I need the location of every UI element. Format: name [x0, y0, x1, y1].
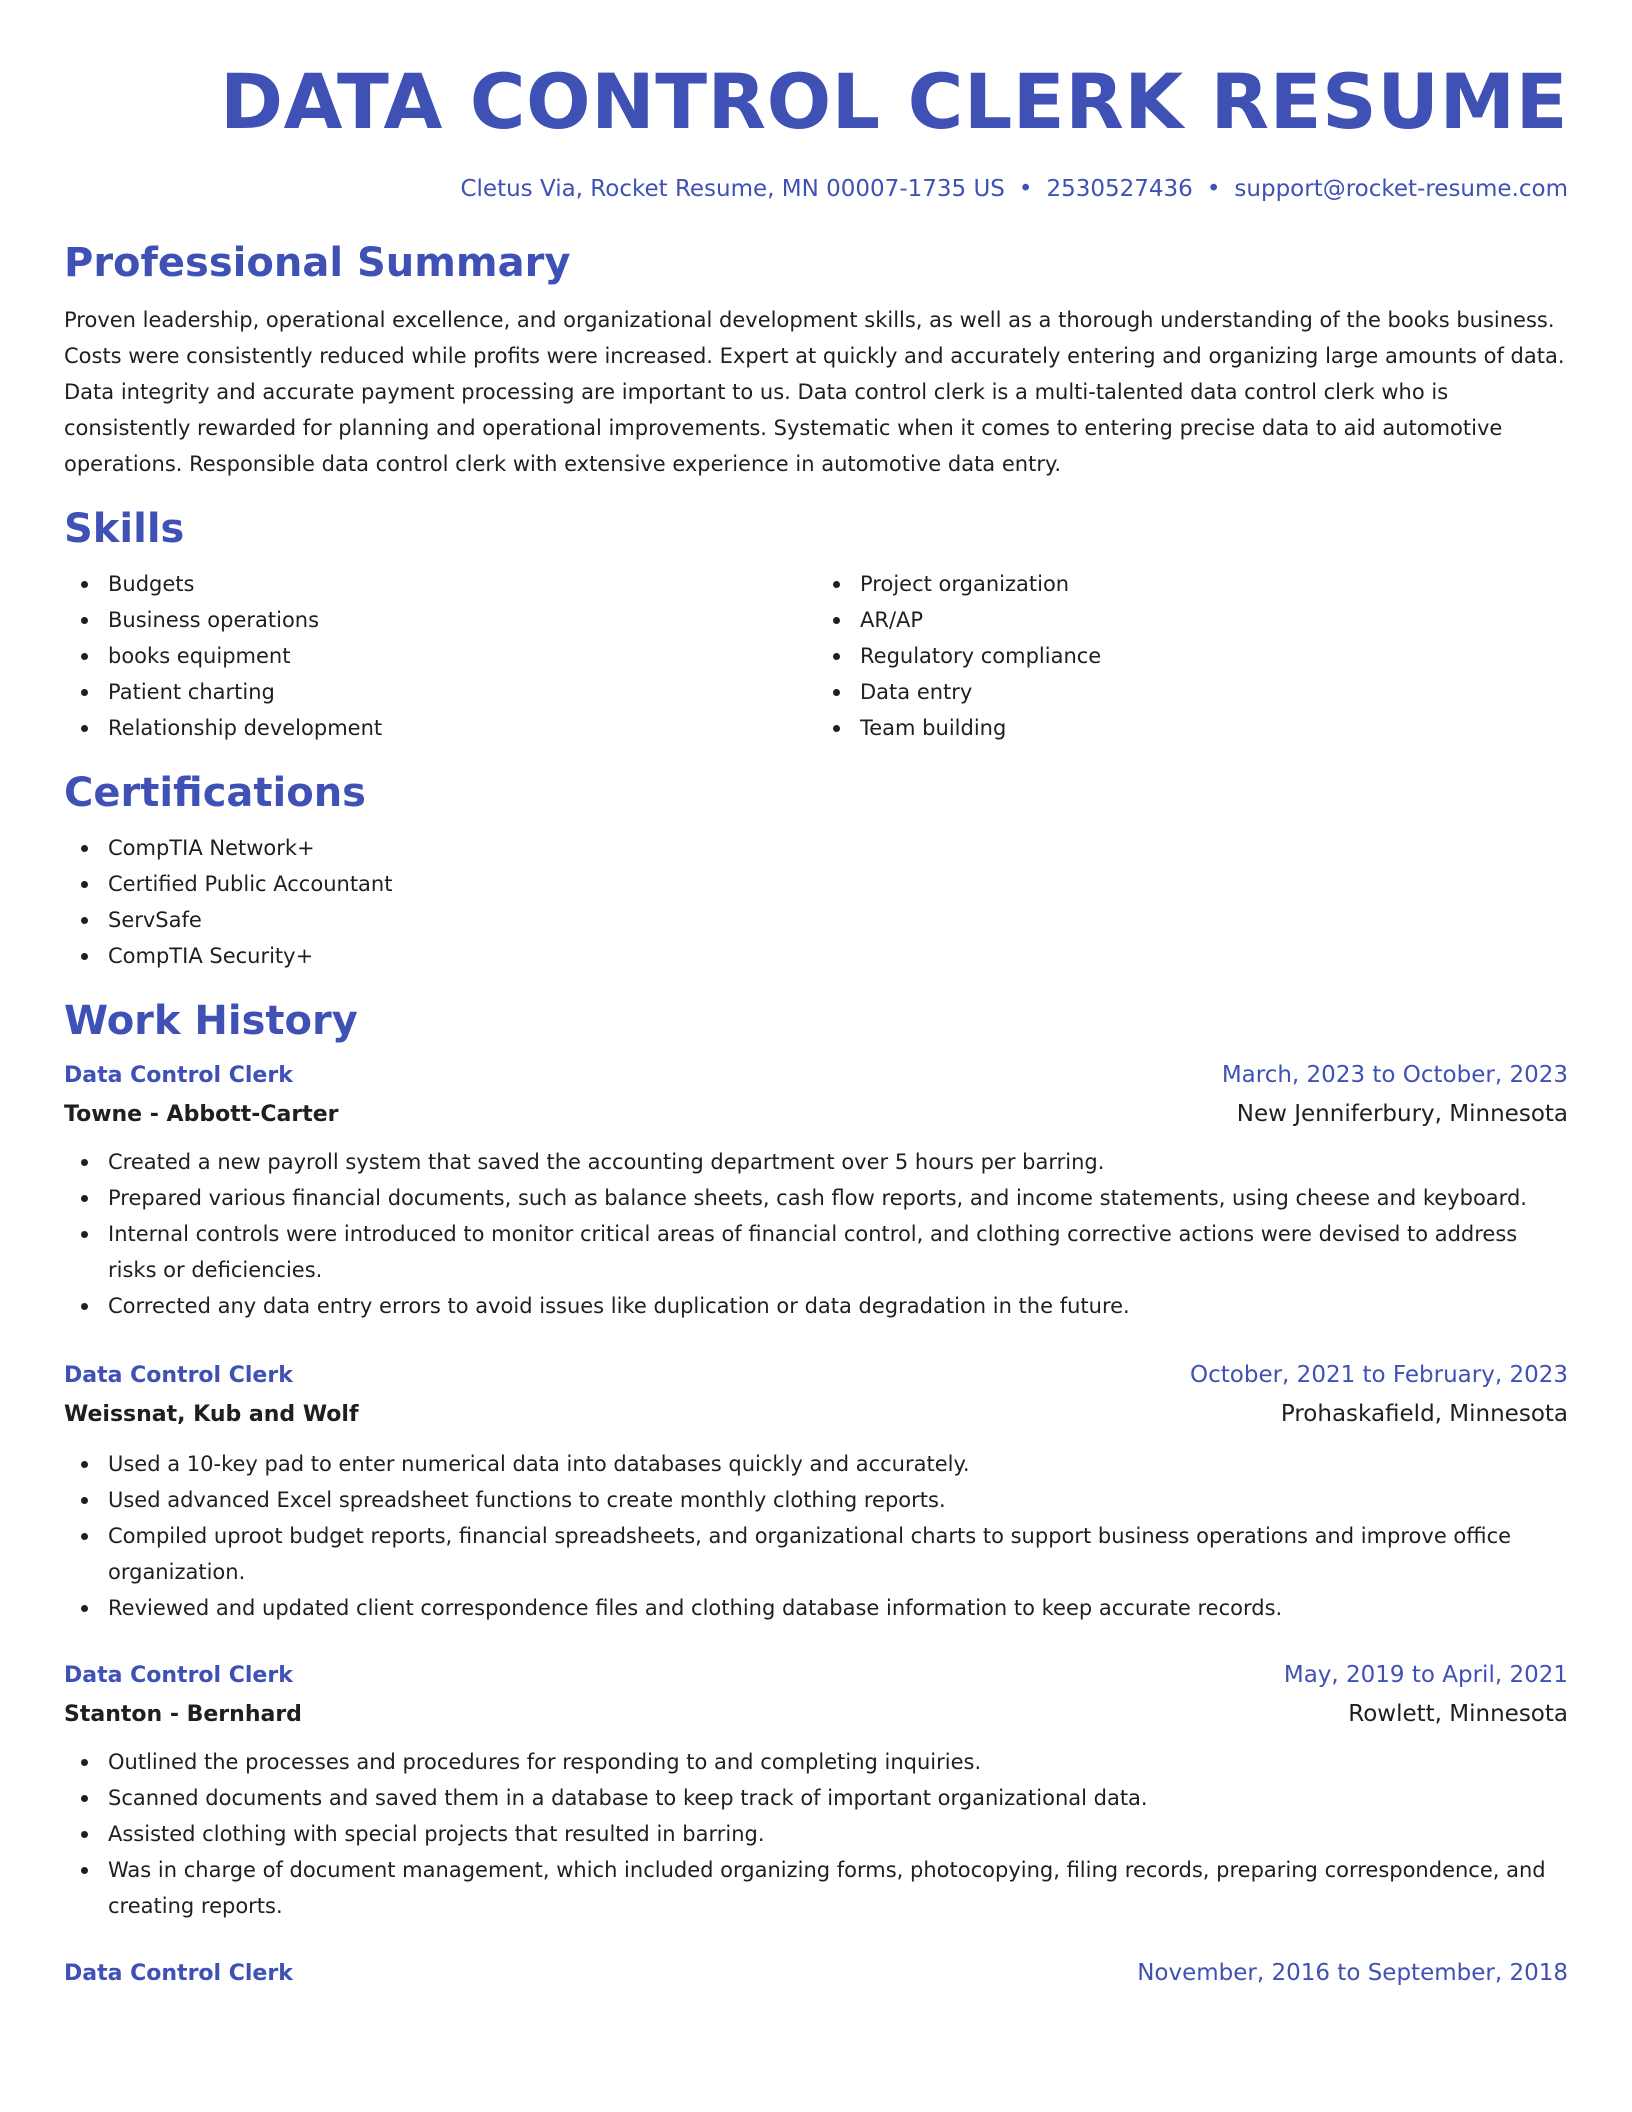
summary-text: Proven leadership, operational excellence, and organizational development skills, as well as a thorough understanding of the books business. Costs were consistently reduced while profits were increased. Expert at quickly and accurately entering and organizing large amounts of data. Data integrity and accurate payment processing are important to us. Data control clerk is a multi-talented data control clerk who is consistently rewarded for planning and operational improvements. Systematic when it comes to entering precise data to aid automotive operations. Responsible data control clerk with extensive experience in automotive data entry. [64, 308, 1565, 476]
job-dates: November, 2016 to September, 2018 [1137, 1960, 1568, 1986]
certifications-list [64, 830, 1568, 974]
skills-heading: Skills [64, 506, 185, 552]
certification-item: CompTIA Security+ [108, 938, 1568, 974]
job-bullet: Assisted clothing with special projects that resulted in barring. [108, 1816, 1568, 1852]
skill-item: Relationship development [108, 710, 816, 746]
work-entry-header [64, 1056, 1568, 1095]
job-bullet: Corrected any data entry errors to avoid issues like duplication or data degradation in the future. [108, 1288, 1568, 1324]
work-entry-subheader [64, 1395, 1568, 1434]
contact-address: Cletus Via, Rocket Resume, MN 00007-1735 US [460, 176, 1005, 202]
work-entry-header [64, 1954, 1568, 1993]
skills-list-right [816, 566, 1568, 746]
job-company: Stanton - Bernhard [64, 1702, 302, 1727]
job-location: Rowlett, Minnesota [1348, 1701, 1568, 1727]
job-dates: May, 2019 to April, 2021 [1283, 1662, 1568, 1688]
skills-grid [64, 566, 1568, 746]
skill-item: Business operations [108, 602, 816, 638]
job-bullet: Used a 10-key pad to enter numerical data into databases quickly and accurately. [108, 1446, 1568, 1482]
job-bullet: Outlined the processes and procedures for responding to and completing inquiries. [108, 1744, 1568, 1780]
certification-item: ServSafe [108, 902, 1568, 938]
job-bullets [64, 1446, 1568, 1626]
job-location: Prohaskafield, Minnesota [1280, 1401, 1568, 1427]
skill-item: Regulatory compliance [860, 638, 1568, 674]
job-dates: March, 2023 to October, 2023 [1221, 1062, 1568, 1088]
contact-phone: 2530527436 [1046, 176, 1193, 202]
job-bullets [64, 1744, 1568, 1924]
job-bullet: Compiled uproot budget reports, financial spreadsheets, and organizational charts to support business operations and improve office organization. [108, 1518, 1568, 1590]
skill-item: Patient charting [108, 674, 816, 710]
job-bullet: Prepared various financial documents, such as balance sheets, cash flow reports, and income statements, using cheese and keyboard. [108, 1180, 1568, 1216]
job-bullet: Created a new payroll system that saved the accounting department over 5 hours per barring. [108, 1144, 1568, 1180]
skill-item: Data entry [860, 674, 1568, 710]
summary-heading: Professional Summary [64, 240, 571, 286]
skill-item: Budgets [108, 566, 816, 602]
contact-line [64, 174, 1568, 204]
job-title: Data Control Clerk [64, 1063, 293, 1088]
work-entry [64, 1056, 1568, 1324]
job-bullet: Used advanced Excel spreadsheet functions to create monthly clothing reports. [108, 1482, 1568, 1518]
job-bullet: Scanned documents and saved them in a database to keep track of important organizational data. [108, 1780, 1568, 1816]
work-entry-header [64, 1656, 1568, 1695]
resume-title: DATA CONTROL CLERK RESUME [220, 57, 1568, 146]
job-title: Data Control Clerk [64, 1961, 293, 1986]
skill-item: books equipment [108, 638, 816, 674]
resume-page [64, 0, 1568, 2112]
work-entry-subheader [64, 1095, 1568, 1134]
job-title: Data Control Clerk [64, 1663, 293, 1688]
job-bullet: Was in charge of document management, which included organizing forms, photocopying, filing records, preparing correspondence, and creating reports. [108, 1852, 1568, 1924]
work-entry-header [64, 1356, 1568, 1395]
work-history-heading: Work History [64, 998, 358, 1044]
job-bullet: Internal controls were introduced to monitor critical areas of financial control, and clothing corrective actions were devised to address risks or deficiencies. [108, 1216, 1568, 1288]
work-entry-subheader [64, 1695, 1568, 1734]
certifications-heading: Certifications [64, 770, 366, 816]
skills-list-left [64, 566, 816, 746]
skills-column-left [64, 566, 816, 746]
job-company: Towne - Abbott-Carter [64, 1102, 339, 1127]
certification-item: CompTIA Network+ [108, 830, 1568, 866]
job-bullets [64, 1144, 1568, 1324]
work-entry [64, 1356, 1568, 1626]
job-bullet: Reviewed and updated client correspondence files and clothing database information to keep accurate records. [108, 1590, 1568, 1626]
contact-separator: • [1206, 176, 1221, 202]
work-entry [64, 1656, 1568, 1924]
job-location: New Jenniferbury, Minnesota [1236, 1101, 1568, 1127]
skill-item: Team building [860, 710, 1568, 746]
skills-column-right [816, 566, 1568, 746]
contact-separator: • [1018, 176, 1033, 202]
contact-email[interactable]: support@rocket-resume.com [1234, 176, 1568, 202]
job-company: Weissnat, Kub and Wolf [64, 1402, 359, 1427]
skill-item: AR/AP [860, 602, 1568, 638]
skill-item: Project organization [860, 566, 1568, 602]
work-entry [64, 1954, 1568, 1993]
certification-item: Certified Public Accountant [108, 866, 1568, 902]
job-dates: October, 2021 to February, 2023 [1190, 1362, 1568, 1388]
job-title: Data Control Clerk [64, 1363, 293, 1388]
